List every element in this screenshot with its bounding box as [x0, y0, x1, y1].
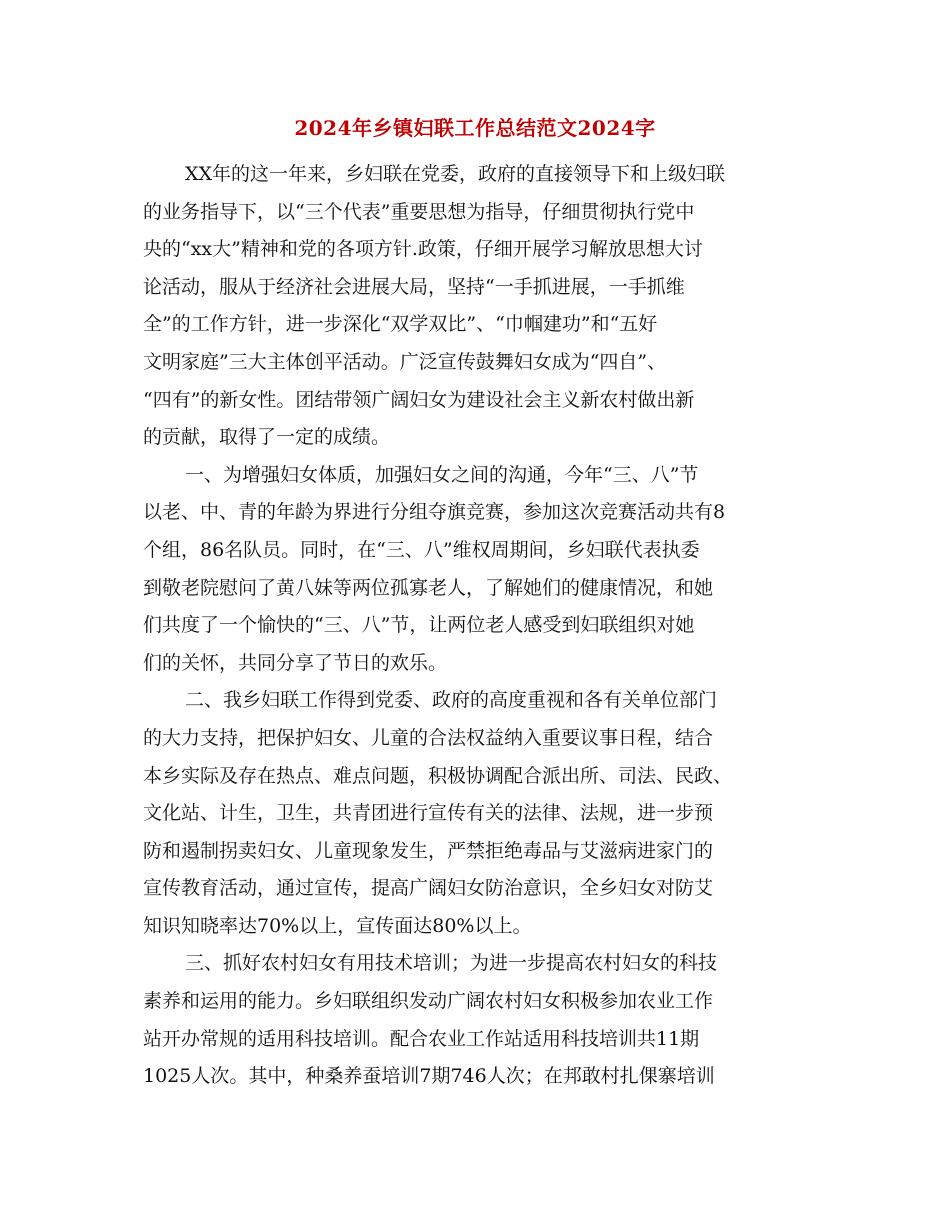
- text-line: 央的“xx大”精神和党的各项方针.政策，仔细开展学习解放思想大讨: [143, 238, 703, 261]
- text-line: 文化站、计生，卫生，共青团进行宣传有关的法律、法规，进一步预: [143, 802, 714, 825]
- text-line: 本乡实际及存在热点、难点问题，积极协调配合派出所、司法、民政、: [143, 764, 733, 787]
- text-line: 文明家庭”三大主体创平活动。广泛宣传鼓舞妇女成为“四自”、: [143, 350, 667, 373]
- text-line: 的业务指导下，以“三个代表”重要思想为指导，仔细贯彻执行党中: [143, 200, 695, 223]
- text-line: 们的关怀，共同分享了节日的欢乐。: [143, 651, 448, 674]
- text-line: 论活动，服从于经济社会进展大局，坚持“一手抓进展，一手抓维: [143, 275, 685, 298]
- text-line: 一、为增强妇女体质，加强妇女之间的沟通，今年“三、八”节: [185, 463, 699, 486]
- text-line: 知识知晓率达70%以上，宣传面达80%以上。: [143, 914, 532, 937]
- text-line: 全”的工作方针，进一步深化“双学双比”、“巾帼建功”和“五好: [143, 313, 658, 336]
- text-line: 三、抓好农村妇女有用技术培训；为进一步提高农村妇女的科技: [185, 952, 718, 975]
- text-line: XX年的这一年来，乡妇联在党委，政府的直接领导下和上级妇联: [185, 163, 726, 185]
- text-line: 的贡献，取得了一定的成绩。: [143, 426, 391, 449]
- text-line: 宣传教育活动，通过宣传，提高广阔妇女防治意识，全乡妇女对防艾: [143, 877, 714, 900]
- text-line: 个组，86名队员。同时，在“三、八”维权周期间，乡妇联代表执委: [143, 538, 700, 561]
- text-line: 到敬老院慰问了黄八妹等两位孤寡老人，了解她们的健康情况，和她: [143, 576, 714, 599]
- text-line: 素养和运用的能力。乡妇联组织发动广阔农村妇女积极参加农业工作: [143, 990, 714, 1013]
- text-line: 站开办常规的适用科技培训。配合农业工作站适用科技培训共11期: [143, 1027, 700, 1050]
- text-line: 二、我乡妇联工作得到党委、政府的高度重视和各有关单位部门: [185, 689, 718, 712]
- text-line: “四有”的新女性。团结带领广阔妇女为建设社会主义新农村做出新: [143, 388, 695, 411]
- text-line: 防和遏制拐卖妇女、儿童现象发生，严禁拒绝毒品与艾滋病进家门的: [143, 839, 714, 862]
- text-line: 们共度了一个愉快的“三、八”节，让两位老人感受到妇联组织对她: [143, 614, 695, 637]
- text-line: 的大力支持，把保护妇女、儿童的合法权益纳入重要议事日程，结合: [143, 726, 714, 749]
- document-title: 2024年乡镇妇联工作总结范文2024字: [294, 116, 656, 140]
- text-line: 1025人次。其中，种桑养蚕培训7期746人次；在邦敢村扎倮寨培训: [143, 1065, 715, 1088]
- text-line: 以老、中、青的年龄为界进行分组夺旗竞赛，参加这次竞赛活动共有8: [143, 501, 726, 524]
- document-body: [143, 156, 813, 1096]
